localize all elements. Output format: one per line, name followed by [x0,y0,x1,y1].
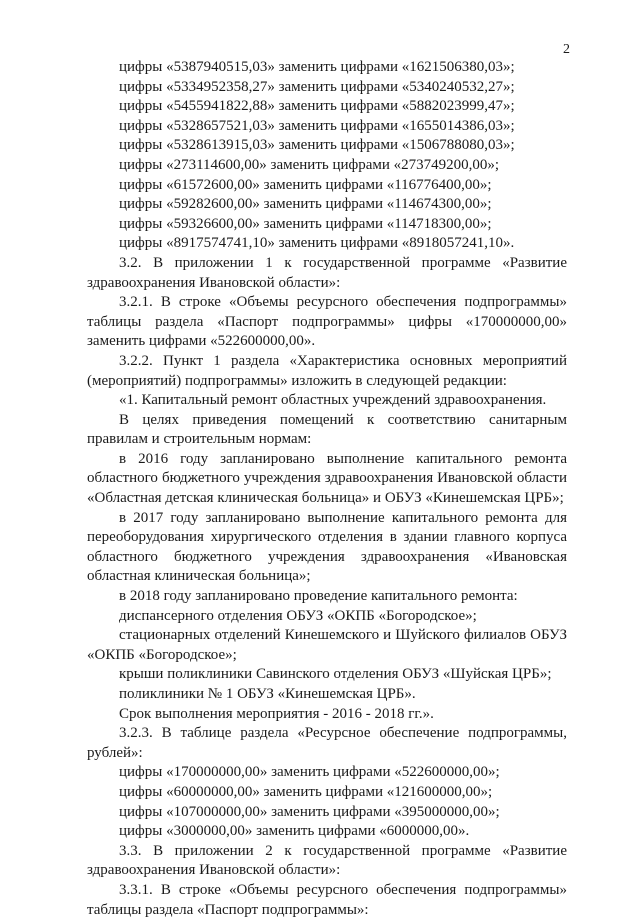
paragraph: цифры «170000000,00» заменить цифрами «522600000,00»; [119,764,500,781]
paragraph: в 2018 году запланировано проведение капитального ремонта: [119,588,518,605]
paragraph: в 2016 году запланировано выполнение капитального ремонта областного бюджетного учреждения здравоохранения Ивановской области «Областная детская клиническая больница» и ОБУЗ «Кинешемская ЦРБ»; [87,450,567,507]
paragraph: цифры «59326600,00» заменить цифрами «114718300,00»; [119,215,492,232]
paragraph: в 2017 году запланировано выполнение капитального ремонта для переоборудования хирургического отделения в здании главного корпуса областного бюджетного учреждения здравоохранения «Ивановская областная клиническая больница»; [87,509,567,585]
document-body [87,58,567,920]
paragraph: цифры «107000000,00» заменить цифрами «395000000,00»; [119,803,500,820]
paragraph: Срок выполнения мероприятия - 2016 - 2018 гг.». [119,705,434,722]
paragraph: цифры «5334952358,27» заменить цифрами «5340240532,27»; [119,78,515,95]
paragraph: 3.3. В приложении 2 к государственной программе «Развитие здравоохранения Ивановской области»: [87,842,567,879]
paragraph: 3.2.2. Пункт 1 раздела «Характеристика основных мероприятий (мероприятий) подпрограммы» изложить в следующей редакции: [87,352,567,389]
paragraph: цифры «273114600,00» заменить цифрами «273749200,00»; [119,156,500,173]
paragraph: цифры «5328657521,03» заменить цифрами «1655014386,03»; [119,117,515,134]
page-number: 2 [563,42,570,57]
paragraph: В целях приведения помещений к соответствию санитарным правилам и строительным нормам: [87,411,567,448]
paragraph: 3.2. В приложении 1 к государственной программе «Развитие здравоохранения Ивановской области»: [87,254,567,291]
paragraph: 3.3.1. В строке «Объемы ресурсного обеспечения подпрограммы» таблицы раздела «Паспорт подпрограммы»: [87,881,567,918]
paragraph: цифры «59282600,00» заменить цифрами «114674300,00»; [119,196,492,213]
paragraph: «1. Капитальный ремонт областных учреждений здравоохранения. [119,392,547,409]
paragraph: цифры «8917574741,10» заменить цифрами «8918057241,10». [119,235,515,252]
paragraph: цифры «5387940515,03» заменить цифрами «1621506380,03»; [119,59,515,75]
paragraph: цифры «3000000,00» заменить цифрами «6000000,00». [119,823,470,840]
paragraph: крыши поликлиники Савинского отделения ОБУЗ «Шуйская ЦРБ»; [119,666,552,683]
paragraph: цифры «5455941822,88» заменить цифрами «5882023999,47»; [119,98,515,115]
paragraph: цифры «5328613915,03» заменить цифрами «1506788080,03»; [119,137,515,154]
paragraph: поликлиники № 1 ОБУЗ «Кинешемская ЦРБ». [119,686,416,702]
paragraph: 3.2.1. В строке «Объемы ресурсного обеспечения подпрограммы» таблицы раздела «Паспорт подпрограммы» цифры «170000000,00» заменить цифрами «522600000,00». [87,294,567,350]
paragraph: стационарных отделений Кинешемского и Шуйского филиалов ОБУЗ «ОКПБ «Богородское»; [87,627,567,663]
paragraph: цифры «60000000,00» заменить цифрами «121600000,00»; [119,783,493,800]
paragraph: диспансерного отделения ОБУЗ «ОКПБ «Богородское»; [119,607,477,624]
paragraph: цифры «61572600,00» заменить цифрами «116776400,00»; [119,176,492,193]
paragraph: 3.2.3. В таблице раздела «Ресурсное обеспечение подпрограммы, рублей»: [87,725,567,761]
